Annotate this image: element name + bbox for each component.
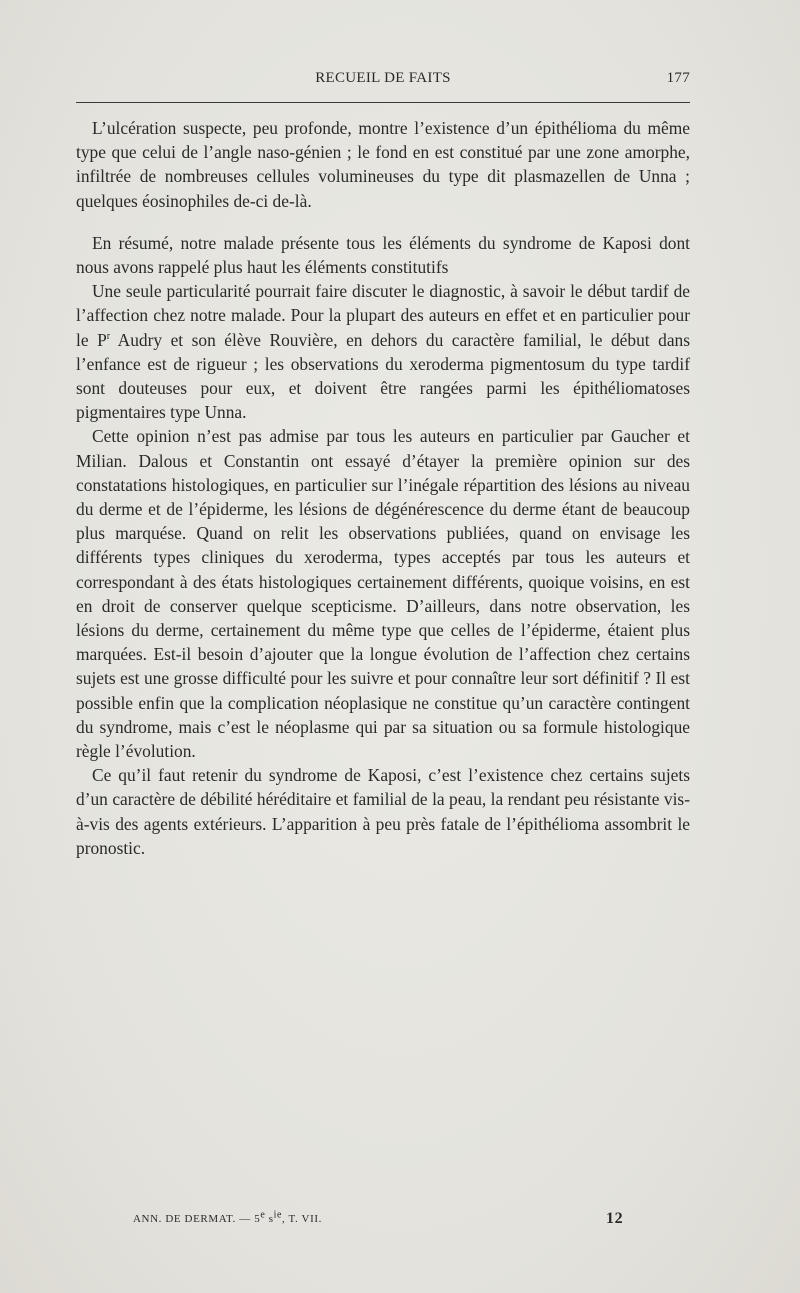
page-number: 177: [666, 70, 690, 86]
footer-series-s: s: [265, 1213, 274, 1225]
footer-journal: [133, 1209, 322, 1225]
running-title: RECUEIL DE FAITS: [315, 70, 451, 86]
paragraph-particularite: [76, 279, 690, 424]
paragraph-ulceration: L’ulcération suspecte, peu profonde, montre l’existence d’un épithélioma du même type que celui de l’angle naso-génien ; le fond en est constitué par une zone amorphe, infiltrée de nombreuses cellules volumineuses du type dit plasmazellen de Unna ; quelques éosinophiles de-ci de-là.: [76, 118, 690, 211]
body-text: [76, 116, 690, 860]
footer: [133, 1209, 633, 1233]
professor-sup: r: [106, 330, 111, 342]
paragraph-opinion: Cette opinion n’est pas admise par tous les auteurs en particulier par Gaucher et Milian. Dalous et Constantin ont essayé d’étayer la première opinion sur des constatations histologiques, en particulier sur l’inégale répartition des lésions au niveau du derme et de l’épiderme, les lésions de dégénérescence du derme étant de beaucoup plus marquése. Quand on relit les observations publiées, quand on envisage les différents types cliniques du xeroderma, types acceptés par tous les auteurs et correspondant à des états histologiques certainement différents, quoique voisins, en est en droit de conserver quelque scepticisme. D’ailleurs, dans notre observation, les lésions du derme, certainement du même type que celles de l’épiderme, étaient plus marquées. Est-il besoin d’ajouter que la longue évolution de l’affection chez certains sujets est une grosse difficulté pour les suivre et pour connaître leur sort définitif ? Il est possible enfin que la complication néoplasique ne constitue qu’un caractère contingent du syndrome, mais c’est le néoplasme qui par sa situation ou sa formule histologique règle l’évolution.: [76, 426, 690, 762]
footer-journal-text: ANN. DE DERMAT. — 5: [133, 1213, 261, 1225]
paragraph-conclusion: Ce qu’il faut retenir du syndrome de Kaposi, c’est l’existence chez certains sujets d’un caractère de débilité héréditaire et familial de la peau, la rendant peu résistante vis-à-vis des agents extérieurs. L’apparition à peu près fatale de l’épithélioma assombrit le pronostic.: [76, 765, 690, 858]
professor-abbrev: P: [97, 329, 107, 350]
running-header: [76, 70, 690, 92]
paragraph-particularite-end: Audry et son élève Rouvière, en dehors du caractère familial, le début dans l’enfance est de rigueur ; les observations du xeroderma pigmentosum du type tardif sont douteuses pour eux, et doivent être rangées parmi les épithéliomatoses pigmentaires type Unna.: [76, 329, 690, 423]
header-rule: [76, 102, 690, 103]
paragraph-resume: En résumé, notre malade présente tous les éléments du syndrome de Kaposi dont nous avons rappelé plus haut les éléments constitutifs: [76, 232, 690, 278]
paragraph-particularite-start: Une seule particularité pourrait faire discuter le diagnostic, à savoir le début tardif de l’affection chez notre malade. Pour la plupart des auteurs en effet et en particulier pour le: [76, 281, 690, 350]
footer-series-sup: e: [260, 1209, 266, 1221]
footer-volume: , T. VII.: [282, 1213, 322, 1225]
signature-mark: 12: [606, 1210, 624, 1227]
footer-series-sup2: ie: [273, 1209, 283, 1221]
